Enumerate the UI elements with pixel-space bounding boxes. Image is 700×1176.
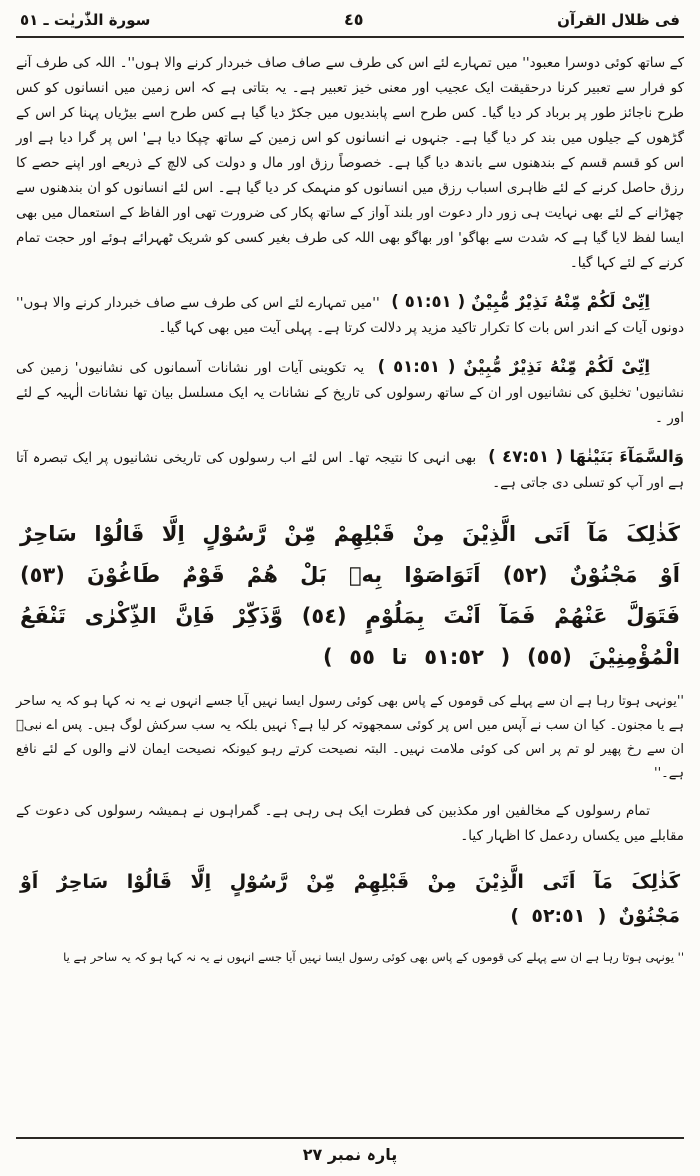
inline-urdu-text-2: یہ تکوینی آیات اور نشانات آسمانوں کی نشانیوں' زمین کی نشانیوں' تخلیق کی نشانیوں اور ان کے ساتھ رسولوں کی تاریخ کے نشانات یہ ایک مسلسل بیان تھا نشانات الٰہیہ کے لئے اور ۔: [16, 360, 684, 426]
inline-arabic-verse-3: وَالسَّمَآءَ بَنَیْنٰهَا ( ٤٧:٥١ ): [488, 447, 684, 466]
header-book-title: فی ظلال القرآن: [557, 11, 680, 29]
page-header: [16, 8, 684, 38]
commentary-paragraph-1: کے ساتھ کوئی دوسرا معبود'' میں تمہارے لئے اس کی طرف سے صاف صاف خبردار کرنے والا ہوں''۔ اللہ کی طرف آنے کو فرار سے تعبیر کرنا درحقیقت ایک عجیب اور معنی خیز تعبیر ہے۔ یہ بتاتی ہے کہ اس زمین میں انسانوں کو کس طرح ناجائز طور پر برباد کر دیا گیا۔ کس طرح اسے پابندیوں میں جکڑ دیا گیا ہے کس طرح اسے بیڑیاں پہنا کر اس کے گڑھوں کے جیلوں میں بند کر دیا گیا ہے۔ جنہوں نے انسانوں کو اس زمین کے ساتھ چپکا دیا ہے' اس پر گرا دیا ہے اور اس کو قسم قسم کے بندھنوں سے باندھ دیا گیا ہے۔ خصوصاً رزق اور مال و دولت کی لالچ کے ذریعے اور اپنے حصے کا رزق حاصل کرنے کے لئے ظاہری اسباب رزق میں انسانوں کو منہمک کر دیا گیا ہے۔ اس لئے انسانوں کو ان بندھنوں سے چھڑانے کے لئے بھی نہایت ہی زور دار دعوت اور بلند آواز کے ساتھ پکار کی ضرورت تھی اور الفاظ کے استعمال میں بھی ایسا لفظ لایا گیا ہے کہ شدت سے بھاگو' اور بھاگو بھی اللہ کی طرف بغیر کسی کو شریک ٹھہرائے ہوئے اور حجت تمام کرنے کے لئے کہا گیا۔: [16, 55, 684, 271]
commentary-paragraph-5: تمام رسولوں کے مخالفین اور مکذبین کی فطرت ایک ہی رہی ہے۔ گمراہوں نے ہمیشہ رسولوں کی دعوت کے مقابلے میں یکساں ردعمل کا اظہار کیا۔: [16, 803, 684, 844]
commentary-paragraph-4: [16, 444, 684, 496]
commentary-paragraph-3: [16, 354, 684, 431]
verse-translation: ''یونہی ہوتا رہا ہے ان سے پہلے کی قوموں کے پاس بھی کوئی رسول ایسا نہیں آیا جسے انہوں نے یہ نہ کہا ہو کہ یہ ساحر ہے یا مجنون۔ کیا ان سب نے آپس میں اس پر کوئی سمجھوتہ کر لیا ہے؟ نہیں بلکہ یہ سب سرکش لوگ ہیں۔ پس اے نبیؐ ان سے رخ پھیر لو تم پر اس کی کوئی ملامت نہیں۔ البتہ نصیحت کرتے رہو کیونکہ نصیحت ایمان لانے والوں کے لئے نافع ہے۔'': [16, 694, 684, 781]
quran-verses-block: کَذٰلِکَ مَآ اَتَی الَّذِیْنَ مِنْ قَبْلِهِمْ مِّنْ رَّسُوْلٍ اِلَّا قَالُوْا سَاحِرٌ اَوْ مَجْنُوْنٌ (٥٢) اَتَوَاصَوْا بِهٖ بَلْ هُمْ قَوْمٌ طَاغُوْنَ (٥٣) فَتَوَلَّ عَنْهُمْ فَمَآ اَنْتَ بِمَلُوْمٍ (٥٤) وَّذَکِّرْ فَاِنَّ الذِّکْرٰی تَنْفَعُ الْمُؤْمِنِیْنَ (٥٥) ( ٥١:٥٢ تا ٥٥ ): [20, 522, 681, 669]
header-page-number: ٤٥: [344, 10, 364, 29]
page-footer: [16, 1137, 684, 1168]
inline-urdu-text-1: ''میں تمہارے لئے اس کی طرف سے صاف خبردار کرنے والا ہوں'' دونوں آیات کے اندر اس بات کا تکرار تاکید مزید پر دلالت کرتا ہے۔ پہلی آیت میں بھی کہا گیا۔: [16, 295, 684, 336]
inline-urdu-text-3: بھی انہی کا نتیجہ تھا۔ اس لئے اب رسولوں کی تاریخی نشانیوں پر ایک تبصرہ آتا ہے اور آپ کو تسلی دی جاتی ہے۔: [16, 450, 684, 491]
repeated-verse-line: کَذٰلِکَ مَآ اَتَی الَّذِیْنَ مِنْ قَبْلِهِمْ مِّنْ رَّسُوْلٍ اِلَّا قَالُوْا سَاحِرٌ اَوْ مَجْنُوْنٌ ( ٥٢:٥١ ): [20, 871, 680, 927]
commentary-paragraph-2: [16, 289, 684, 341]
inline-arabic-verse-2: اِنِّیْ لَکُمْ مِّنْهُ نَذِیْرٌ مُّبِیْنٌ ( ٥١:٥١ ): [377, 357, 650, 376]
para-number-label: پارہ نمبر ۲۷: [302, 1145, 398, 1164]
header-surah-title: سورة الذّٰریٰت ـ ٥١: [20, 11, 151, 29]
page-body: [16, 51, 684, 967]
footnote-translation-line: '' یونہی ہوتا رہا ہے ان سے پہلے کی قوموں کے پاس بھی کوئی رسول ایسا نہیں آیا جسے انہوں نے یہ نہ کہا ہو کہ یہ ساحر ہے یا: [63, 950, 684, 964]
inline-arabic-verse-1: اِنِّیْ لَکُمْ مِّنْهُ نَذِیْرٌ مُّبِیْنٌ ( ٥١:٥١ ): [391, 292, 650, 311]
